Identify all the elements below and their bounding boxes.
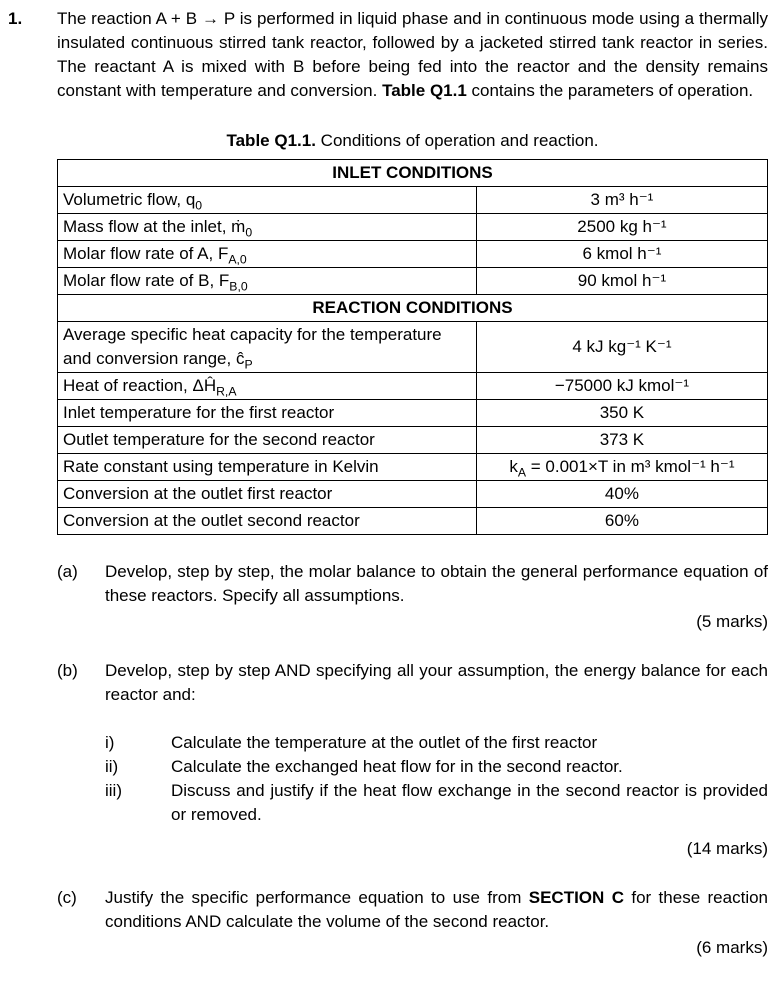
row-label xyxy=(58,481,477,508)
table-row xyxy=(58,322,768,373)
table-row xyxy=(58,214,768,241)
row-value xyxy=(476,427,767,454)
label-text: Conversion at the outlet second reactor xyxy=(63,511,360,530)
row-label xyxy=(58,241,477,268)
value-text: 373 K xyxy=(599,430,645,449)
inlet-conditions-header: INLET CONDITIONS xyxy=(58,160,768,187)
label-subscript: 0 xyxy=(195,198,203,213)
table-row xyxy=(58,373,768,400)
row-value xyxy=(476,454,767,481)
row-value xyxy=(476,508,767,535)
label-text: Average specific heat capacity for the temperature and conversion range, ĉ xyxy=(63,325,442,368)
question-number: 1. xyxy=(8,9,23,28)
row-label xyxy=(58,508,477,535)
row-value xyxy=(476,214,767,241)
part-c-marks: (6 marks) xyxy=(696,938,768,957)
row-value xyxy=(476,481,767,508)
label-subscript: R,A xyxy=(216,384,237,399)
part-b-marks: (14 marks) xyxy=(686,839,768,858)
table-section-row xyxy=(58,160,768,187)
label-text: Conversion at the outlet first reactor xyxy=(63,484,333,503)
table-row xyxy=(58,508,768,535)
table-row xyxy=(58,187,768,214)
part-b-content xyxy=(105,659,768,861)
intro-text: The reaction A + B → P is performed in liquid phase and in continuous mode using a thermally insulated continuous stirred tank reactor, followed by a jacketed stirred tank reactor in series. The reactant A is mixed with B before being fed into the reactor and the density remains constant with temperature and conversion. xyxy=(57,9,768,100)
label-subscript: 0 xyxy=(245,225,253,240)
sub-item-ii-label: ii) xyxy=(105,757,119,776)
part-c-bold-section-ref: SECTION C xyxy=(528,888,624,907)
part-a-label: (a) xyxy=(57,562,78,581)
row-value xyxy=(476,322,767,373)
part-c-text-after: for these reaction conditions AND calculate the volume of the second reactor. xyxy=(105,888,769,931)
label-text: Heat of reaction, ΔĤ xyxy=(63,376,217,395)
question-intro xyxy=(57,7,768,103)
table-section-row xyxy=(58,295,768,322)
row-label xyxy=(58,427,477,454)
value-text: 2500 kg h⁻¹ xyxy=(577,217,667,236)
sub-item-ii xyxy=(105,755,768,779)
row-label xyxy=(58,454,477,481)
part-b-sublist xyxy=(105,731,768,827)
reaction-conditions-header: REACTION CONDITIONS xyxy=(58,295,768,322)
label-subscript: B,0 xyxy=(229,279,248,294)
part-a-marks: (5 marks) xyxy=(696,612,768,631)
value-text: 40% xyxy=(604,484,639,503)
value-text: −75000 kJ kmol⁻¹ xyxy=(554,376,690,395)
table-caption-rest: Conditions of operation and reaction. xyxy=(315,131,599,150)
value-subscript: A xyxy=(517,465,527,480)
label-text: Molar flow rate of B, F xyxy=(63,271,230,290)
part-c-label: (c) xyxy=(57,888,77,907)
label-text: Volumetric flow, q xyxy=(63,190,196,209)
part-c xyxy=(57,886,768,960)
value-text: k xyxy=(509,457,518,476)
part-b-label: (b) xyxy=(57,661,78,680)
sub-item-i-text: Calculate the temperature at the outlet of the first reactor xyxy=(171,733,598,752)
part-c-text xyxy=(105,886,768,934)
value-text-after: = 0.001×T in m³ kmol⁻¹ h⁻¹ xyxy=(526,457,735,476)
value-text: 6 kmol h⁻¹ xyxy=(582,244,662,263)
row-label xyxy=(58,187,477,214)
part-b xyxy=(57,659,768,861)
row-value xyxy=(476,241,767,268)
sub-item-iii xyxy=(105,779,768,827)
row-value xyxy=(476,400,767,427)
question-1 xyxy=(8,7,768,960)
table-row xyxy=(58,268,768,295)
part-a xyxy=(57,560,768,634)
part-c-content xyxy=(105,886,768,960)
row-value xyxy=(476,373,767,400)
row-value xyxy=(476,187,767,214)
question-body xyxy=(57,7,768,960)
value-text: 90 kmol h⁻¹ xyxy=(577,271,667,290)
label-text: Molar flow rate of A, F xyxy=(63,244,229,263)
row-label xyxy=(58,214,477,241)
row-label xyxy=(58,400,477,427)
table-row xyxy=(58,427,768,454)
value-text: 3 m³ h⁻¹ xyxy=(590,190,654,209)
table-row xyxy=(58,481,768,508)
row-label xyxy=(58,322,477,373)
label-text: Mass flow at the inlet, ṁ xyxy=(63,217,246,236)
row-value xyxy=(476,268,767,295)
part-a-text: Develop, step by step, the molar balance to obtain the general performance equation of these reactors. Specify all assumptions. xyxy=(105,562,768,605)
sub-item-i-label: i) xyxy=(105,733,115,752)
intro-text-after: contains the parameters of operation. xyxy=(466,81,754,100)
label-text: Inlet temperature for the first reactor xyxy=(63,403,335,422)
intro-bold-table-ref: Table Q1.1 xyxy=(382,81,467,100)
sub-item-ii-text: Calculate the exchanged heat flow for in the second reactor. xyxy=(171,757,623,776)
table-row xyxy=(58,400,768,427)
table-row xyxy=(58,241,768,268)
part-c-text-before: Justify the specific performance equation to use from xyxy=(105,888,529,907)
row-label xyxy=(58,373,477,400)
value-text: 4 kJ kg⁻¹ K⁻¹ xyxy=(572,337,672,356)
part-a-content xyxy=(105,560,768,634)
sub-item-i xyxy=(105,731,768,755)
value-text: 60% xyxy=(604,511,639,530)
table-q1-1 xyxy=(57,159,768,535)
part-b-text: Develop, step by step AND specifying all your assumption, the energy balance for each reactor and: xyxy=(105,661,768,704)
label-text: Outlet temperature for the second reactor xyxy=(63,430,375,449)
label-subscript: A,0 xyxy=(228,252,247,267)
table-row xyxy=(58,454,768,481)
label-text: Rate constant using temperature in Kelvin xyxy=(63,457,379,476)
label-subscript: P xyxy=(244,357,253,372)
sub-item-iii-label: iii) xyxy=(105,781,122,800)
row-label xyxy=(58,268,477,295)
value-text: 350 K xyxy=(599,403,645,422)
table-caption xyxy=(57,129,768,153)
sub-item-iii-text: Discuss and justify if the heat flow exchange in the second reactor is provided or removed. xyxy=(171,781,768,824)
table-caption-bold: Table Q1.1. xyxy=(226,131,316,150)
